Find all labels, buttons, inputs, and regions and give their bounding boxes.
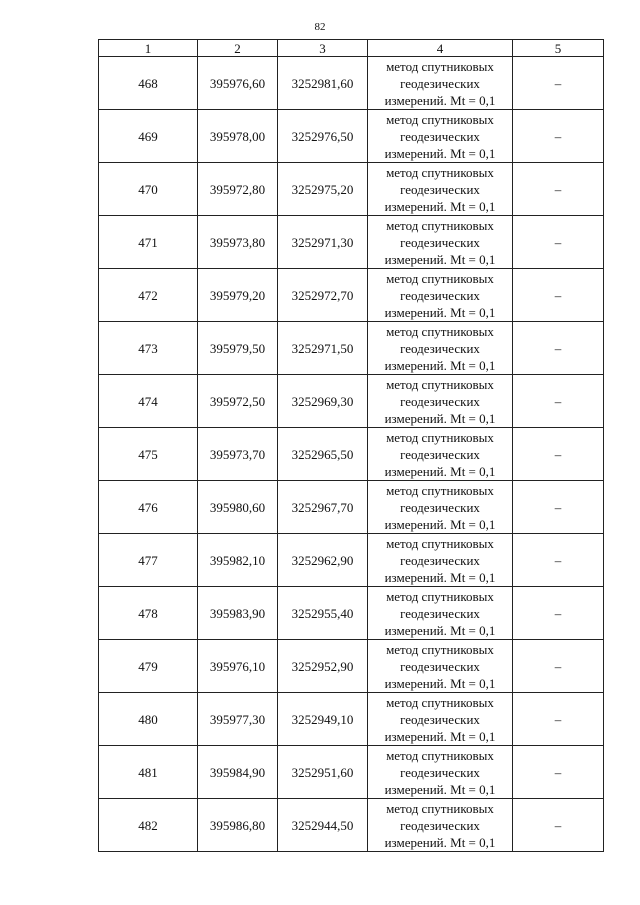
table-row	[99, 799, 604, 852]
table-row	[99, 57, 604, 110]
method-line-1: метод спутниковых	[386, 58, 494, 74]
method-line-1: метод спутниковых	[386, 641, 494, 657]
method-line-1: метод спутниковых	[386, 111, 494, 127]
x-coordinate-cell: 395972,50	[198, 375, 278, 428]
method-line-2: геодезических	[400, 75, 480, 91]
method-cell	[368, 163, 513, 216]
method-cell	[368, 57, 513, 110]
table-row	[99, 587, 604, 640]
x-coordinate-cell: 395976,10	[198, 640, 278, 693]
description-cell: –	[513, 375, 604, 428]
y-coordinate-cell: 3252967,70	[278, 481, 368, 534]
point-number-cell: 470	[99, 163, 198, 216]
description-cell: –	[513, 110, 604, 163]
method-cell	[368, 693, 513, 746]
method-line-2: геодезических	[400, 764, 480, 780]
table-body	[99, 57, 604, 852]
table-row	[99, 746, 604, 799]
coordinates-table	[98, 39, 604, 852]
method-line-3: измерений. Mt = 0,1	[384, 145, 496, 161]
x-coordinate-cell: 395977,30	[198, 693, 278, 746]
method-line-3: измерений. Mt = 0,1	[384, 728, 496, 744]
method-line-3: измерений. Mt = 0,1	[384, 92, 496, 108]
method-line-3: измерений. Mt = 0,1	[384, 834, 496, 850]
method-cell	[368, 799, 513, 852]
x-coordinate-cell: 395978,00	[198, 110, 278, 163]
table-row	[99, 428, 604, 481]
method-line-3: измерений. Mt = 0,1	[384, 675, 496, 691]
y-coordinate-cell: 3252981,60	[278, 57, 368, 110]
table-row	[99, 163, 604, 216]
point-number-cell: 468	[99, 57, 198, 110]
method-line-1: метод спутниковых	[386, 535, 494, 551]
x-coordinate-cell: 395984,90	[198, 746, 278, 799]
x-coordinate-cell: 395973,70	[198, 428, 278, 481]
method-line-1: метод спутниковых	[386, 588, 494, 604]
point-number-cell: 479	[99, 640, 198, 693]
method-line-1: метод спутниковых	[386, 270, 494, 286]
description-cell: –	[513, 481, 604, 534]
table-row	[99, 640, 604, 693]
table-row	[99, 269, 604, 322]
method-line-3: измерений. Mt = 0,1	[384, 569, 496, 585]
y-coordinate-cell: 3252965,50	[278, 428, 368, 481]
method-cell	[368, 534, 513, 587]
method-cell	[368, 587, 513, 640]
method-cell	[368, 640, 513, 693]
table-row	[99, 693, 604, 746]
point-number-cell: 469	[99, 110, 198, 163]
description-cell: –	[513, 799, 604, 852]
column-header-5: 5	[513, 40, 604, 57]
point-number-cell: 481	[99, 746, 198, 799]
method-line-2: геодезических	[400, 605, 480, 621]
description-cell: –	[513, 216, 604, 269]
x-coordinate-cell: 395980,60	[198, 481, 278, 534]
method-line-2: геодезических	[400, 340, 480, 356]
x-coordinate-cell: 395979,20	[198, 269, 278, 322]
point-number-cell: 473	[99, 322, 198, 375]
method-line-2: геодезических	[400, 287, 480, 303]
x-coordinate-cell: 395983,90	[198, 587, 278, 640]
method-line-1: метод спутниковых	[386, 376, 494, 392]
description-cell: –	[513, 746, 604, 799]
x-coordinate-cell: 395979,50	[198, 322, 278, 375]
method-line-1: метод спутниковых	[386, 323, 494, 339]
method-line-3: измерений. Mt = 0,1	[384, 251, 496, 267]
method-line-3: измерений. Mt = 0,1	[384, 463, 496, 479]
column-header-1: 1	[99, 40, 198, 57]
method-line-2: геодезических	[400, 499, 480, 515]
method-line-2: геодезических	[400, 552, 480, 568]
method-line-1: метод спутниковых	[386, 747, 494, 763]
method-line-1: метод спутниковых	[386, 429, 494, 445]
x-coordinate-cell: 395973,80	[198, 216, 278, 269]
method-line-2: геодезических	[400, 234, 480, 250]
y-coordinate-cell: 3252976,50	[278, 110, 368, 163]
method-line-1: метод спутниковых	[386, 164, 494, 180]
y-coordinate-cell: 3252972,70	[278, 269, 368, 322]
method-line-2: геодезических	[400, 711, 480, 727]
description-cell: –	[513, 428, 604, 481]
y-coordinate-cell: 3252955,40	[278, 587, 368, 640]
method-cell	[368, 322, 513, 375]
point-number-cell: 478	[99, 587, 198, 640]
table-row	[99, 375, 604, 428]
method-line-3: измерений. Mt = 0,1	[384, 622, 496, 638]
column-header-3: 3	[278, 40, 368, 57]
y-coordinate-cell: 3252962,90	[278, 534, 368, 587]
point-number-cell: 480	[99, 693, 198, 746]
point-number-cell: 472	[99, 269, 198, 322]
y-coordinate-cell: 3252949,10	[278, 693, 368, 746]
method-line-1: метод спутниковых	[386, 217, 494, 233]
x-coordinate-cell: 395972,80	[198, 163, 278, 216]
y-coordinate-cell: 3252952,90	[278, 640, 368, 693]
method-line-3: измерений. Mt = 0,1	[384, 304, 496, 320]
point-number-cell: 474	[99, 375, 198, 428]
table-row	[99, 481, 604, 534]
method-line-2: геодезических	[400, 128, 480, 144]
y-coordinate-cell: 3252975,20	[278, 163, 368, 216]
table-header	[99, 40, 604, 57]
method-line-3: измерений. Mt = 0,1	[384, 410, 496, 426]
method-cell	[368, 428, 513, 481]
point-number-cell: 476	[99, 481, 198, 534]
table-row	[99, 534, 604, 587]
method-line-2: геодезических	[400, 658, 480, 674]
description-cell: –	[513, 163, 604, 216]
method-line-2: геодезических	[400, 817, 480, 833]
column-header-2: 2	[198, 40, 278, 57]
point-number-cell: 471	[99, 216, 198, 269]
description-cell: –	[513, 269, 604, 322]
x-coordinate-cell: 395986,80	[198, 799, 278, 852]
table-row	[99, 110, 604, 163]
y-coordinate-cell: 3252969,30	[278, 375, 368, 428]
description-cell: –	[513, 57, 604, 110]
method-line-1: метод спутниковых	[386, 694, 494, 710]
description-cell: –	[513, 534, 604, 587]
method-line-2: геодезических	[400, 393, 480, 409]
method-line-1: метод спутниковых	[386, 482, 494, 498]
method-line-1: метод спутниковых	[386, 800, 494, 816]
description-cell: –	[513, 587, 604, 640]
y-coordinate-cell: 3252944,50	[278, 799, 368, 852]
method-cell	[368, 110, 513, 163]
description-cell: –	[513, 322, 604, 375]
method-cell	[368, 746, 513, 799]
method-line-3: измерений. Mt = 0,1	[384, 516, 496, 532]
x-coordinate-cell: 395982,10	[198, 534, 278, 587]
header-row	[99, 40, 604, 57]
column-header-4: 4	[368, 40, 513, 57]
y-coordinate-cell: 3252971,30	[278, 216, 368, 269]
method-cell	[368, 481, 513, 534]
point-number-cell: 475	[99, 428, 198, 481]
method-line-3: измерений. Mt = 0,1	[384, 198, 496, 214]
method-cell	[368, 216, 513, 269]
method-line-3: измерений. Mt = 0,1	[384, 781, 496, 797]
point-number-cell: 482	[99, 799, 198, 852]
method-cell	[368, 269, 513, 322]
table-row	[99, 216, 604, 269]
y-coordinate-cell: 3252971,50	[278, 322, 368, 375]
x-coordinate-cell: 395976,60	[198, 57, 278, 110]
method-cell	[368, 375, 513, 428]
description-cell: –	[513, 693, 604, 746]
table-row	[99, 322, 604, 375]
method-line-2: геодезических	[400, 181, 480, 197]
description-cell: –	[513, 640, 604, 693]
y-coordinate-cell: 3252951,60	[278, 746, 368, 799]
method-line-3: измерений. Mt = 0,1	[384, 357, 496, 373]
method-line-2: геодезических	[400, 446, 480, 462]
point-number-cell: 477	[99, 534, 198, 587]
page-number: 82	[314, 21, 326, 33]
